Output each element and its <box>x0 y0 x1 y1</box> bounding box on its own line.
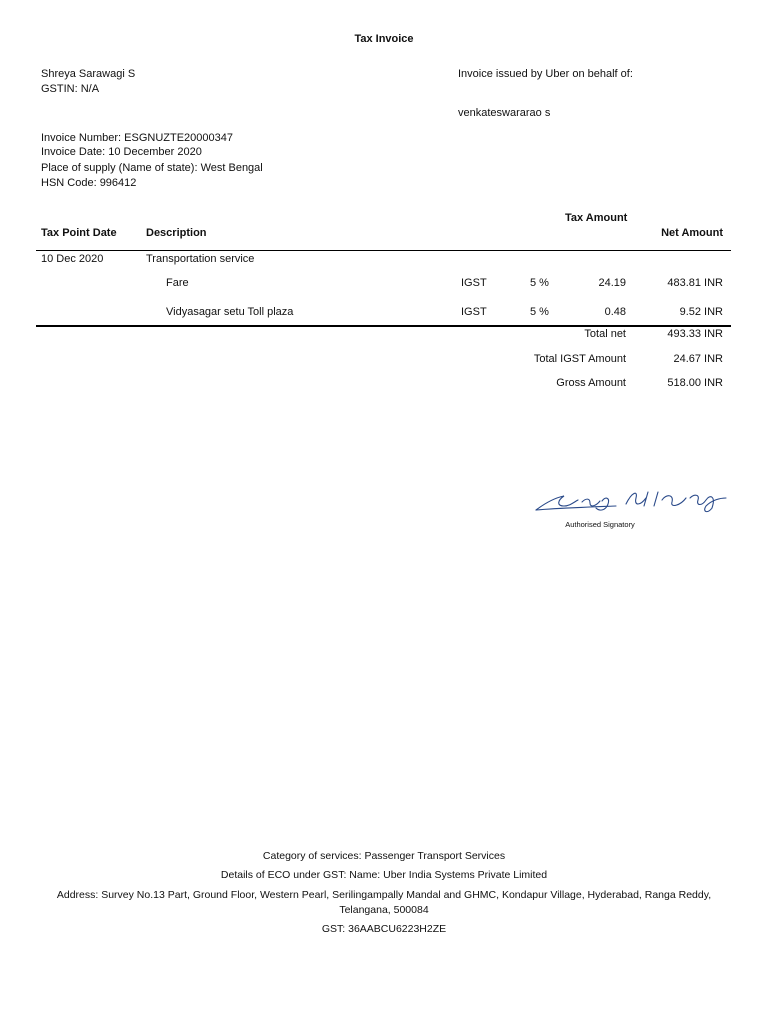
tax-point-date-value: 10 Dec 2020 <box>41 253 104 265</box>
header-description: Description <box>146 227 207 239</box>
signature-icon <box>530 488 730 518</box>
total-net-label: Total net <box>584 328 626 340</box>
table-row-description: Vidyasagar setu Toll plaza <box>166 306 294 318</box>
issuer-name: venkateswararao s <box>458 107 551 119</box>
total-igst-value: 24.67 INR <box>673 353 723 365</box>
place-of-supply: Place of supply (Name of state): West Bengal <box>41 162 263 174</box>
customer-gstin: GSTIN: N/A <box>41 83 100 95</box>
footer-address-line2: Telangana, 500084 <box>339 904 429 916</box>
footer-address-line1: Address: Survey No.13 Part, Ground Floor, Western Pearl, Serilingampally Mandal and GHMC, Kondapur Village, Hyderabad, Ranga Reddy, <box>56 889 712 901</box>
invoice-number: Invoice Number: ESGNUZTE20000347 <box>41 132 233 144</box>
footer-eco: Details of ECO under GST: Name: Uber India Systems Private Limited <box>220 869 548 881</box>
total-igst-label: Total IGST Amount <box>533 353 626 365</box>
header-tax-point-date: Tax Point Date <box>41 227 117 239</box>
customer-name: Shreya Sarawagi S <box>41 68 136 80</box>
gross-amount-value: 518.00 INR <box>667 377 723 389</box>
table-row-tax: 24.19 <box>598 277 626 289</box>
footer-category: Category of services: Passenger Transport Services <box>262 850 506 862</box>
authorised-signatory-label: Authorised Signatory <box>565 520 635 529</box>
table-row-description: Fare <box>166 277 189 289</box>
hsn-code: HSN Code: 996412 <box>41 177 137 189</box>
header-net-amount: Net Amount <box>661 227 723 239</box>
total-net-value: 493.33 INR <box>667 328 723 340</box>
footer-gst: GST: 36AABCU6223H2ZE <box>321 923 447 935</box>
invoice-title: Tax Invoice <box>354 33 414 45</box>
invoice-date: Invoice Date: 10 December 2020 <box>41 146 202 158</box>
table-row-net: 9.52 INR <box>679 306 723 318</box>
header-tax-amount: Tax Amount <box>565 212 628 224</box>
table-bottom-divider <box>36 325 731 327</box>
table-row-rate: 5 % <box>530 306 549 318</box>
gross-amount-label: Gross Amount <box>556 377 626 389</box>
table-row-net: 483.81 INR <box>667 277 723 289</box>
issuer-label: Invoice issued by Uber on behalf of: <box>458 68 633 80</box>
header-divider <box>36 250 731 251</box>
table-row-tax-type: IGST <box>461 277 487 289</box>
table-row-tax: 0.48 <box>604 306 626 318</box>
table-row-tax-type: IGST <box>461 306 487 318</box>
table-row-rate: 5 % <box>530 277 549 289</box>
service-description: Transportation service <box>146 253 255 265</box>
